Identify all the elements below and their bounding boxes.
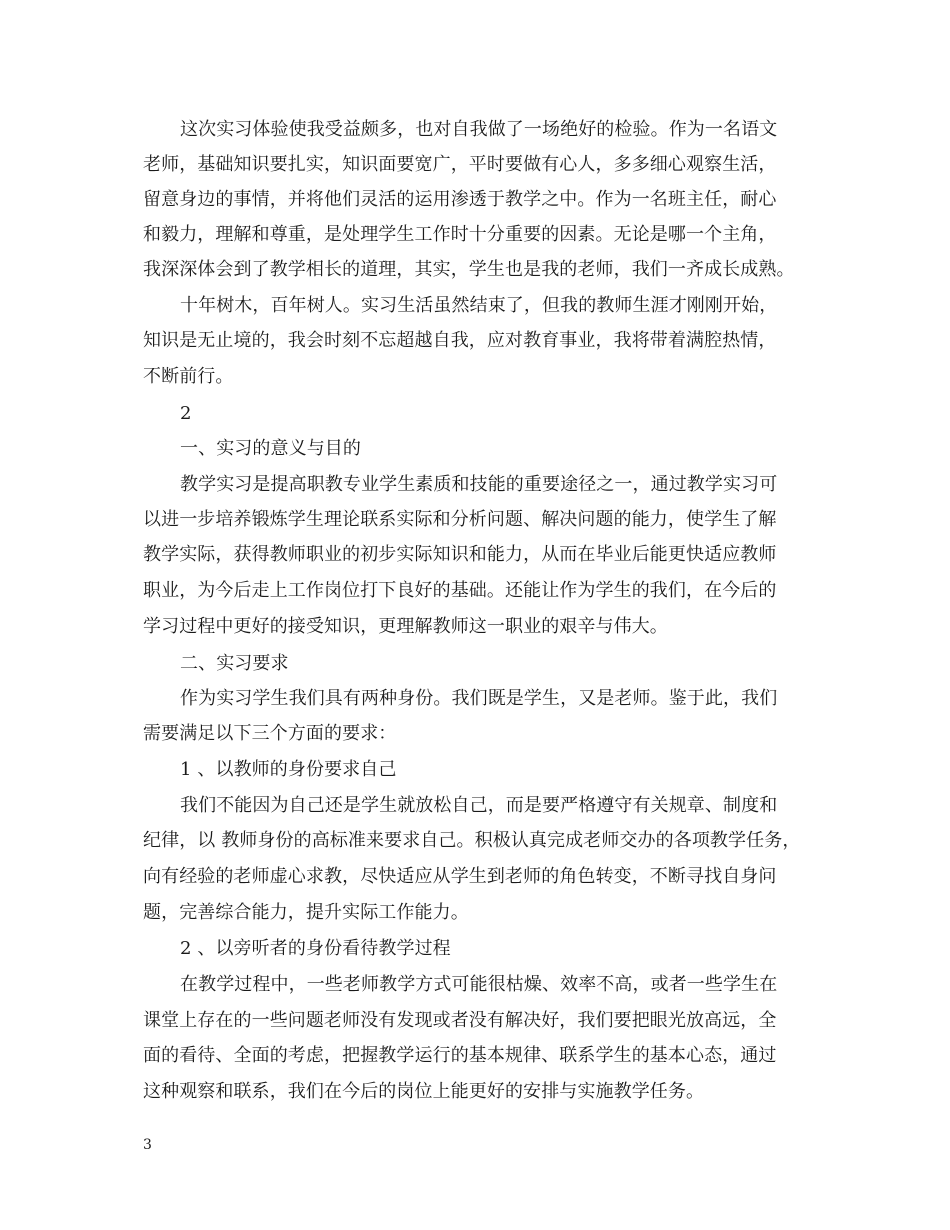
- text-line: 这种观察和联系，我们在今后的岗位上能更好的安排与实施教学任务。: [143, 1081, 705, 1102]
- text-line: 教学实习是提高职教专业学生素质和技能的重要途径之一，通过教学实习可: [180, 474, 778, 495]
- text-line: 作为实习学生我们具有两种身份。我们既是学生，又是老师。鉴于此，我们: [180, 688, 778, 709]
- text-line: 以进一步培养锻炼学生理论联系实际和分析问题、解决问题的能力，使学生了解: [143, 509, 777, 530]
- section-heading: 一、实习的意义与目的: [180, 438, 361, 459]
- section-heading: 二、实习要求: [180, 653, 289, 674]
- text-line: 知识是无止境的，我会时刻不忘超越自我，应对教育事业，我将带着满腔热情，: [143, 330, 777, 351]
- text-line: 题，完善综合能力，提升实际工作能力。: [143, 902, 469, 923]
- subsection-heading: 2 、以旁听者的身份看待教学过程: [180, 938, 451, 959]
- text-line: 职业，为今后走上工作岗位打下良好的基础。还能让作为学生的我们，在今后的: [143, 580, 777, 601]
- text-line: 需要满足以下三个方面的要求：: [143, 723, 397, 744]
- text-line: 在教学过程中，一些老师教学方式可能很枯燥、效率不高，或者一些学生在: [180, 974, 778, 995]
- text-line: 教学实际，获得教师职业的初步实际知识和能力，从而在毕业后能更快适应教师: [143, 544, 777, 565]
- text-line: 学习过程中更好的接受知识，更理解教师这一职业的艰辛与伟大。: [143, 616, 668, 637]
- text-line: 向有经验的老师虚心求教，尽快适应从学生到老师的角色转变，不断寻找自身问: [143, 866, 777, 887]
- text-line: 和毅力，理解和尊重，是处理学生工作时十分重要的因素。无论是哪一个主角，: [143, 224, 777, 245]
- text-line: 留意身边的事情，并将他们灵活的运用渗透于教学之中。作为一名班主任，耐心: [143, 189, 777, 210]
- text-line: 我深深体会到了教学相长的道理，其实，学生也是我的老师，我们一齐成长成熟。: [143, 259, 795, 280]
- section-number: 2: [180, 403, 192, 424]
- text-line: 老师，基础知识要扎实，知识面要宽广，平时要做有心人，多多细心观察生活，: [143, 154, 777, 175]
- text-line: 面的看待、全面的考虑，把握教学运行的基本规律、联系学生的基本心态，通过: [143, 1045, 777, 1066]
- text-line: 我们不能因为自己还是学生就放松自己，而是要严格遵守有关规章、制度和: [180, 795, 778, 816]
- text-line: 这次实习体验使我受益颇多，也对自我做了一场绝好的检验。作为一名语文: [180, 119, 778, 140]
- text-line: 课堂上存在的一些问题老师没有发现或者没有解决好，我们要把眼光放高远，全: [143, 1010, 777, 1031]
- text-line: 不断前行。: [143, 366, 234, 387]
- text-line: 纪律，以 教师身份的高标准来要求自己。积极认真完成老师交办的各项教学任务，: [143, 830, 801, 851]
- text-line: 十年树木，百年树人。实习生活虽然结束了，但我的教师生涯才刚刚开始，: [180, 295, 778, 316]
- subsection-heading: 1 、以教师的身份要求自己: [180, 759, 397, 780]
- page-number: 3: [143, 1137, 152, 1153]
